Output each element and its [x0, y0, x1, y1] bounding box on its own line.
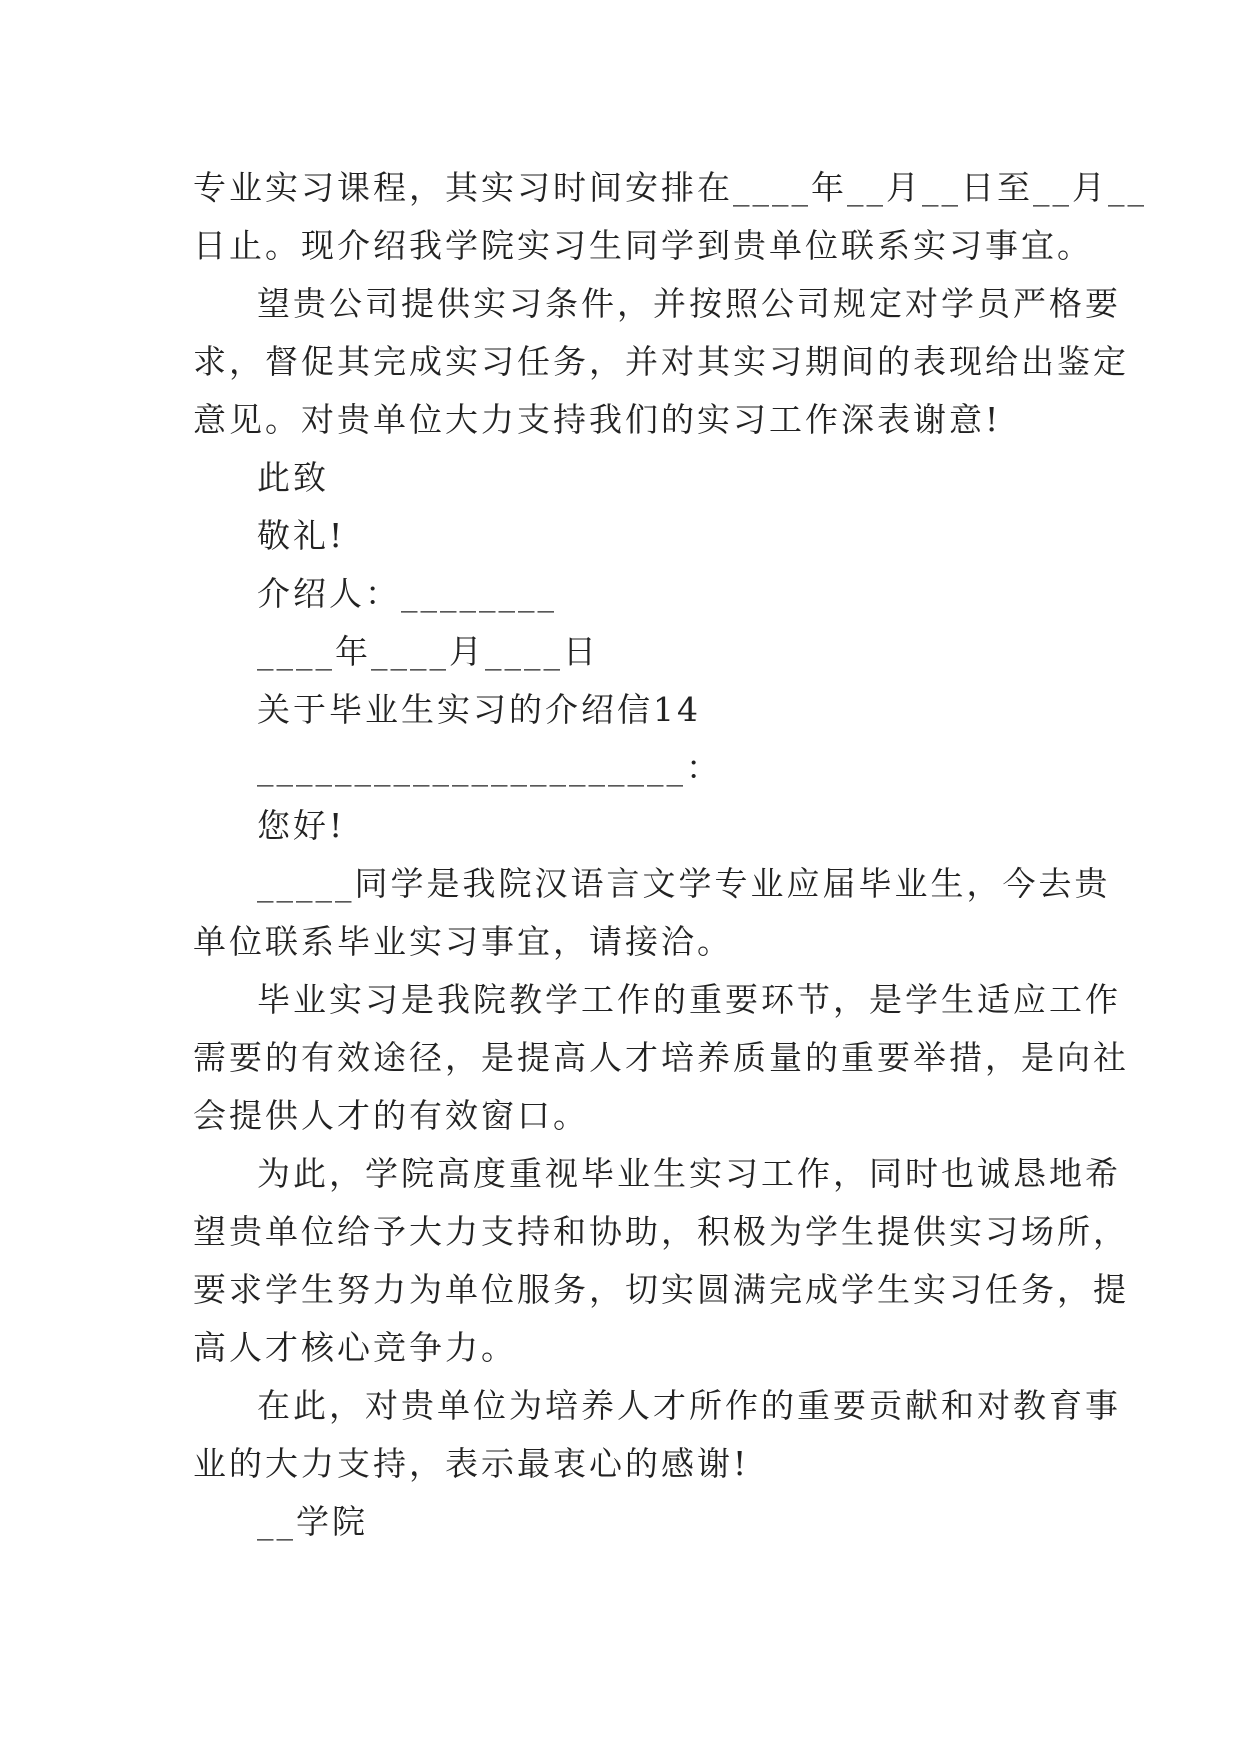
letter-title: 关于毕业生实习的介绍信14 — [257, 690, 701, 729]
introducer-line: 介绍人：________ — [257, 574, 557, 613]
text-line: 要求学生努力为单位服务，切实圆满完成学生实习任务，提 — [193, 1270, 1129, 1309]
salutation-closing: 此致 — [257, 458, 329, 497]
text-line: 望贵公司提供实习条件，并按照公司规定对学员严格要 — [257, 284, 1121, 323]
text-line: _____同学是我院汉语言文学专业应届毕业生，今去贵 — [257, 864, 1111, 903]
text-line: 会提供人才的有效窗口。 — [193, 1096, 589, 1135]
text-line: 单位联系毕业实习事宜，请接洽。 — [193, 922, 733, 961]
greeting: 您好! — [257, 806, 346, 845]
salutation-regards: 敬礼! — [257, 516, 346, 555]
text-line: 在此，对贵单位为培养人才所作的重要贡献和对教育事 — [257, 1386, 1121, 1425]
text-line: 业的大力支持，表示最衷心的感谢! — [193, 1444, 750, 1483]
recipient-line: ______________________： — [257, 748, 722, 787]
text-line: 求，督促其完成实习任务，并对其实习期间的表现给出鉴定 — [193, 342, 1129, 381]
text-line: 需要的有效途径，是提高人才培养质量的重要举措，是向社 — [193, 1038, 1129, 1077]
text-line: 望贵单位给予大力支持和协助，积极为学生提供实习场所， — [193, 1212, 1129, 1251]
signature-college: __学院 — [257, 1502, 368, 1541]
text-line: 毕业实习是我院教学工作的重要环节，是学生适应工作 — [257, 980, 1121, 1019]
date-line: ____年____月____日 — [257, 632, 599, 671]
text-line: 为此，学院高度重视毕业生实习工作，同时也诚恳地希 — [257, 1154, 1121, 1193]
text-line: 日止。现介绍我学院实习生同学到贵单位联系实习事宜。 — [193, 226, 1093, 265]
text-line: 意见。对贵单位大力支持我们的实习工作深表谢意! — [193, 400, 1002, 439]
text-line: 专业实习课程，其实习时间安排在____年__月__日至__月__ — [193, 168, 1147, 207]
text-line: 高人才核心竞争力。 — [193, 1328, 517, 1367]
